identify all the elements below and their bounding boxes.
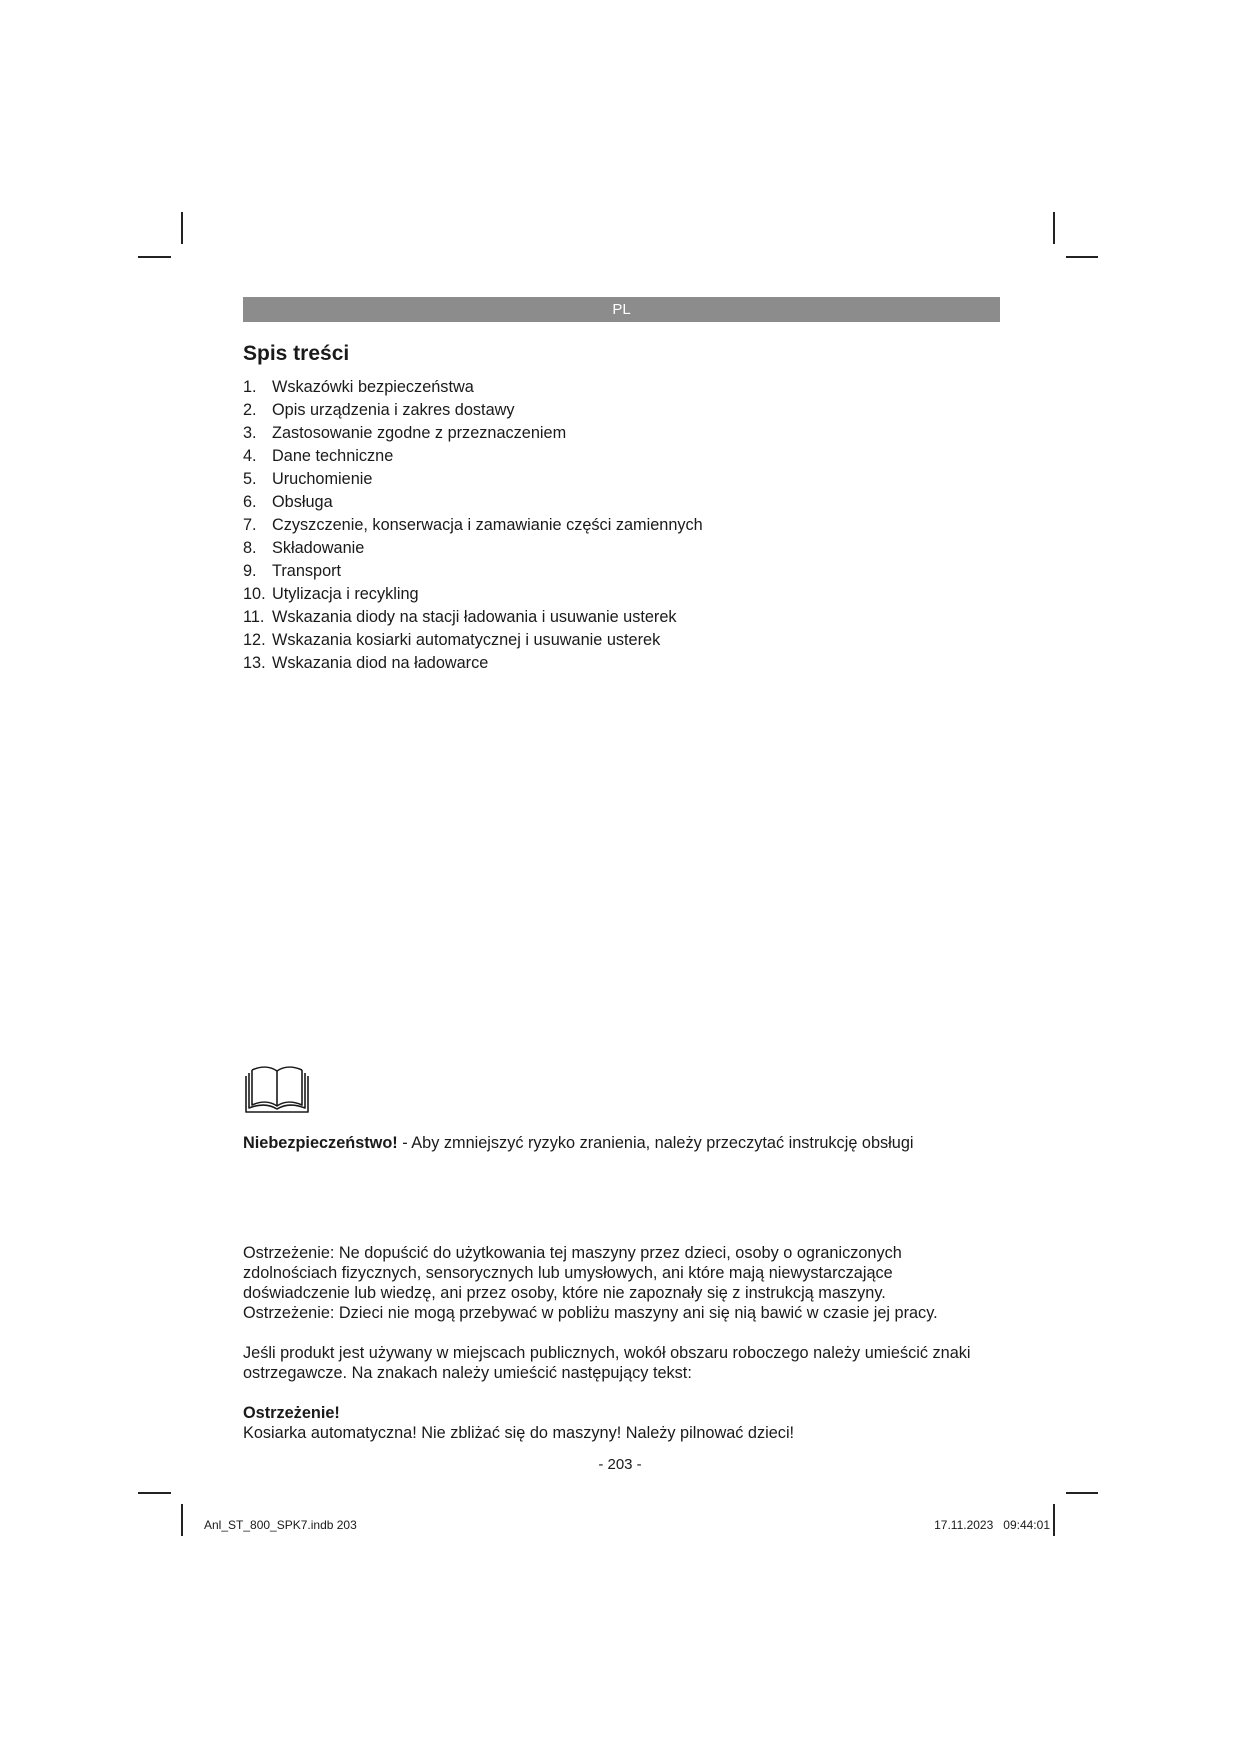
- toc-item-label: Czyszczenie, konserwacja i zamawianie części zamiennych: [272, 516, 703, 534]
- toc-item-label: Opis urządzenia i zakres dostawy: [272, 401, 515, 419]
- print-timestamp: 17.11.2023 09:44:01: [934, 1518, 1050, 1532]
- toc-item-number: 11.: [243, 608, 265, 626]
- crop-mark: [181, 1504, 183, 1536]
- toc-item: [243, 583, 703, 606]
- toc-item-number: 6.: [243, 493, 257, 511]
- toc-item: [243, 606, 703, 629]
- crop-mark: [181, 212, 183, 244]
- crop-mark: [1053, 212, 1055, 244]
- crop-mark: [1053, 1504, 1055, 1536]
- toc-item: [243, 468, 703, 491]
- text-line: Ostrzeżenie: Dzieci nie mogą przebywać w pobliżu maszyny ani się nią bawić w czasie jej pracy.: [243, 1304, 938, 1322]
- toc-item-number: 4.: [243, 447, 257, 465]
- toc-item-number: 1.: [243, 378, 257, 396]
- table-of-contents: [243, 376, 703, 675]
- toc-item-number: 8.: [243, 539, 257, 557]
- toc-item-label: Wskazania diod na ładowarce: [272, 654, 489, 672]
- toc-item-number: 7.: [243, 516, 257, 534]
- toc-item-number: 2.: [243, 401, 257, 419]
- crop-mark: [1066, 1492, 1098, 1494]
- language-code: PL: [612, 301, 631, 318]
- sign-text-block: [243, 1403, 1003, 1443]
- toc-item-label: Wskazania kosiarki automatycznej i usuwanie usterek: [272, 631, 661, 649]
- danger-notice: [243, 1132, 1043, 1154]
- toc-item-label: Transport: [272, 562, 342, 580]
- toc-item-label: Wskazówki bezpieczeństwa: [272, 378, 474, 396]
- sign-text: Kosiarka automatyczna! Nie zbliżać się do maszyny! Należy pilnować dzieci!: [243, 1424, 795, 1442]
- danger-text: - Aby zmniejszyć ryzyko zranienia, należy przeczytać instrukcję obsługi: [397, 1134, 914, 1152]
- text-line: zdolnościach fizycznych, sensorycznych lub umysłowych, ani które mają niewystarczające: [243, 1264, 893, 1282]
- text-line: ostrzegawcze. Na znakach należy umieścić następujący tekst:: [243, 1364, 692, 1382]
- toc-item-label: Wskazania diody na stacji ładowania i usuwanie usterek: [272, 608, 677, 626]
- toc-item: [243, 537, 703, 560]
- toc-item-label: Obsługa: [272, 493, 333, 511]
- toc-item-number: 10.: [243, 585, 266, 603]
- sign-heading: Ostrzeżenie!: [243, 1404, 340, 1422]
- toc-item-number: 3.: [243, 424, 257, 442]
- toc-item-number: 5.: [243, 470, 257, 488]
- toc-item: [243, 629, 703, 652]
- crop-mark: [1066, 256, 1098, 258]
- warning-paragraph: [243, 1243, 1003, 1323]
- language-header-bar: [243, 297, 1000, 322]
- toc-title: Spis treści: [243, 342, 350, 365]
- toc-item: [243, 445, 703, 468]
- toc-item: [243, 514, 703, 537]
- toc-item: [243, 491, 703, 514]
- text-line: Ostrzeżenie: Ne dopuścić do użytkowania tej maszyny przez dzieci, osoby o ograniczonych: [243, 1244, 902, 1262]
- toc-item: [243, 652, 703, 675]
- text-line: Jeśli produkt jest używany w miejscach publicznych, wokół obszaru roboczego należy umieścić znaki: [243, 1344, 971, 1362]
- toc-item-number: 9.: [243, 562, 257, 580]
- toc-item: [243, 422, 703, 445]
- toc-item-label: Zastosowanie zgodne z przeznaczeniem: [272, 424, 567, 442]
- crop-mark: [138, 256, 171, 258]
- toc-item: [243, 560, 703, 583]
- page-number: - 203 -: [598, 1456, 642, 1473]
- toc-item-label: Dane techniczne: [272, 447, 394, 465]
- toc-item-number: 13.: [243, 654, 266, 672]
- open-book-icon: [244, 1066, 310, 1114]
- toc-item-label: Uruchomienie: [272, 470, 373, 488]
- file-info: Anl_ST_800_SPK7.indb 203: [204, 1518, 357, 1532]
- crop-mark: [138, 1492, 171, 1494]
- danger-label: Niebezpieczeństwo!: [243, 1134, 398, 1152]
- toc-item-number: 12.: [243, 631, 266, 649]
- text-line: doświadczenie lub wiedzę, ani przez osoby, które nie zapoznały się z instrukcją maszyny.: [243, 1284, 886, 1302]
- toc-item: [243, 399, 703, 422]
- toc-item-label: Składowanie: [272, 539, 365, 557]
- toc-item-label: Utylizacja i recykling: [272, 585, 419, 603]
- public-use-paragraph: [243, 1343, 1003, 1383]
- toc-item: [243, 376, 703, 399]
